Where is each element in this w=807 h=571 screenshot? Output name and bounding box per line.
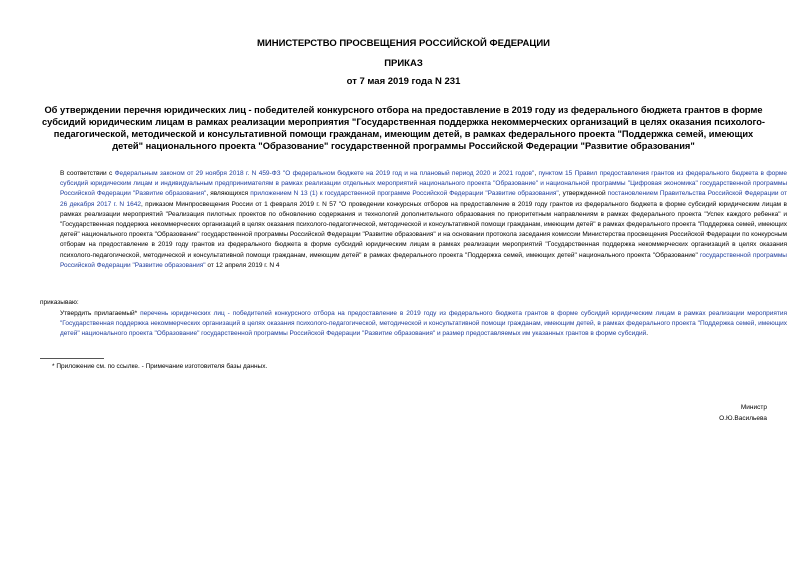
document-title: Об утверждении перечня юридических лиц - победителей конкурсного отбора на предоставление в 2019 году из федерального бюджета грантов в форме субсидий юридическим лицам в рамках реализации мероприятия "Государственная поддержка некоммерческих организаций в целях оказания психолого-педагогической, методической и консультативной помощи гражданам, имеющим детей, в рамках федерального проекта "Поддержка семей, имеющих детей" национального проекта "Образование" государственной программы Российской Федерации "Развитие образования" bbox=[41, 105, 766, 151]
footnote: * Приложение см. по ссылке. - Примечание изготовителя базы данных. bbox=[52, 363, 268, 370]
winners-list-link[interactable]: перечень юридических лиц - победителей конкурсного отбора на предоставление в 2019 году из федерального бюджета грантов в форме субсидий юридическим лицам в рамках реализации мероприятия "Государственная поддержка некоммерческих организаций в целях оказания психолого-педагогической, методической и консультативной помощи гражданам, имеющим детей, в рамках федерального проекта "Поддержка семей, имеющих детей" национального проекта "Образование" государственной программы Российской Федерации "Развитие образования" и размер предоставляемых им указанных грантов в форме субсидий bbox=[60, 310, 787, 338]
government-decree-link[interactable]: постановлением Правительства Российской Федерации от 26 декабря 2017 г. N 1642 bbox=[60, 190, 788, 208]
ministry-heading: МИНИСТЕРСТВО ПРОСВЕЩЕНИЯ РОССИЙСКОЙ ФЕДЕРАЦИИ bbox=[256, 38, 551, 49]
order-paragraph: Утвердить прилагаемый* перечень юридических лиц - победителей конкурсного отбора на предоставление в 2019 году из федерального бюджета грантов в форме субсидий юридическим лицам в рамках реализации мероприятия "Государственная поддержка некоммерческих организаций в целях оказания психолого-педагогической, методической и консультативной помощи гражданам, имеющим детей, в рамках федерального проекта "Поддержка семей, имеющих детей" национального проекта "Образование" государственной программы Российской Федерации "Развитие образования" и размер предоставляемых им указанных грантов в форме субсидий. bbox=[60, 310, 787, 338]
appendix-13-link[interactable]: приложением N 13 (1) к государственной программе Российской Федерации "Развитие образования" bbox=[250, 190, 559, 198]
document-date-number: от 7 мая 2019 года N 231 bbox=[346, 76, 461, 87]
footnote-divider bbox=[40, 358, 104, 359]
federal-law-link[interactable]: Федеральным законом от 29 ноября 2018 г. N 459-ФЗ "О федеральном бюджете на 2019 год и на плановый период 2020 и 2021 годов" bbox=[114, 170, 535, 177]
rules-point-15-link[interactable]: пунктом 15 Правил предоставления грантов из федерального бюджета в форме субсидий юридическим лицам и индивидуальным предпринимателям в рамках реализации отдельных мероприятий национального проекта "Образование" и национальной программы "Цифровая экономика" государственной программы Российской Федерации "Развитие образования" bbox=[60, 170, 787, 198]
preamble-paragraph: В соответствии с Федеральным законом от 29 ноября 2018 г. N 459-ФЗ "О федеральном бюджете на 2019 год и на плановый период 2020 и 2021 годов", пунктом 15 Правил предоставления грантов из федерального бюджета в форме субсидий юридическим лицам и индивидуальным предпринимателям в рамках реализации отдельных мероприятий национального проекта "Образование" и национальной программы "Цифровая экономика" государственной программы Российской Федерации "Развитие образования", являющихся приложением N 13 (1) к государственной программе Российской Федерации "Развитие образования", утвержденной постановлением Правительства Российской Федерации от 26 декабря 2017 г. N 1642, приказом Минпросвещения России от 1 февраля 2019 г. N 57 "О проведении конкурсных отборов на предоставление в 2019 году грантов из федерального бюджета в форме субсидий юридическим лицам в рамках реализации мероприятий "Реализация пилотных проектов по обновлению содержания и технологий дополнительного образования по приоритетным направлениям в рамках федерального проекта "Успех каждого ребенка" и "Государственная поддержка некоммерческих организаций в целях оказания психолого-педагогической, методической и консультативной помощи гражданам, имеющим детей" в рамках федерального проекта "Поддержка семей, имеющих детей" национального проекта "Образование" государственной программы Российской Федерации "Развитие образования" и на основании протокола заседания комиссии Министерства просвещения Российской Федерации по конкурсным отборам на предоставление в 2019 году грантов из федерального бюджета в форме субсидий юридическим лицам в рамках реализации мероприятий "Государственная поддержка некоммерческих организаций в целях оказания психолого-педагогической, методической и консультативной помощи гражданам, имеющим детей" в рамках федерального проекта "Поддержка семей, имеющих детей" национального проекта "Образование" государственной программы Российской Федерации "Развитие образования" от 12 апреля 2019 г. N 4 bbox=[60, 170, 788, 269]
state-program-link[interactable]: государственной программы Российской Федерации "Развитие образования" bbox=[60, 251, 787, 269]
document-type: ПРИКАЗ bbox=[384, 58, 423, 69]
order-word: приказываю: bbox=[40, 299, 79, 306]
signature-name: О.Ю.Васильева bbox=[719, 415, 767, 422]
signature-position: Министр bbox=[740, 404, 767, 411]
